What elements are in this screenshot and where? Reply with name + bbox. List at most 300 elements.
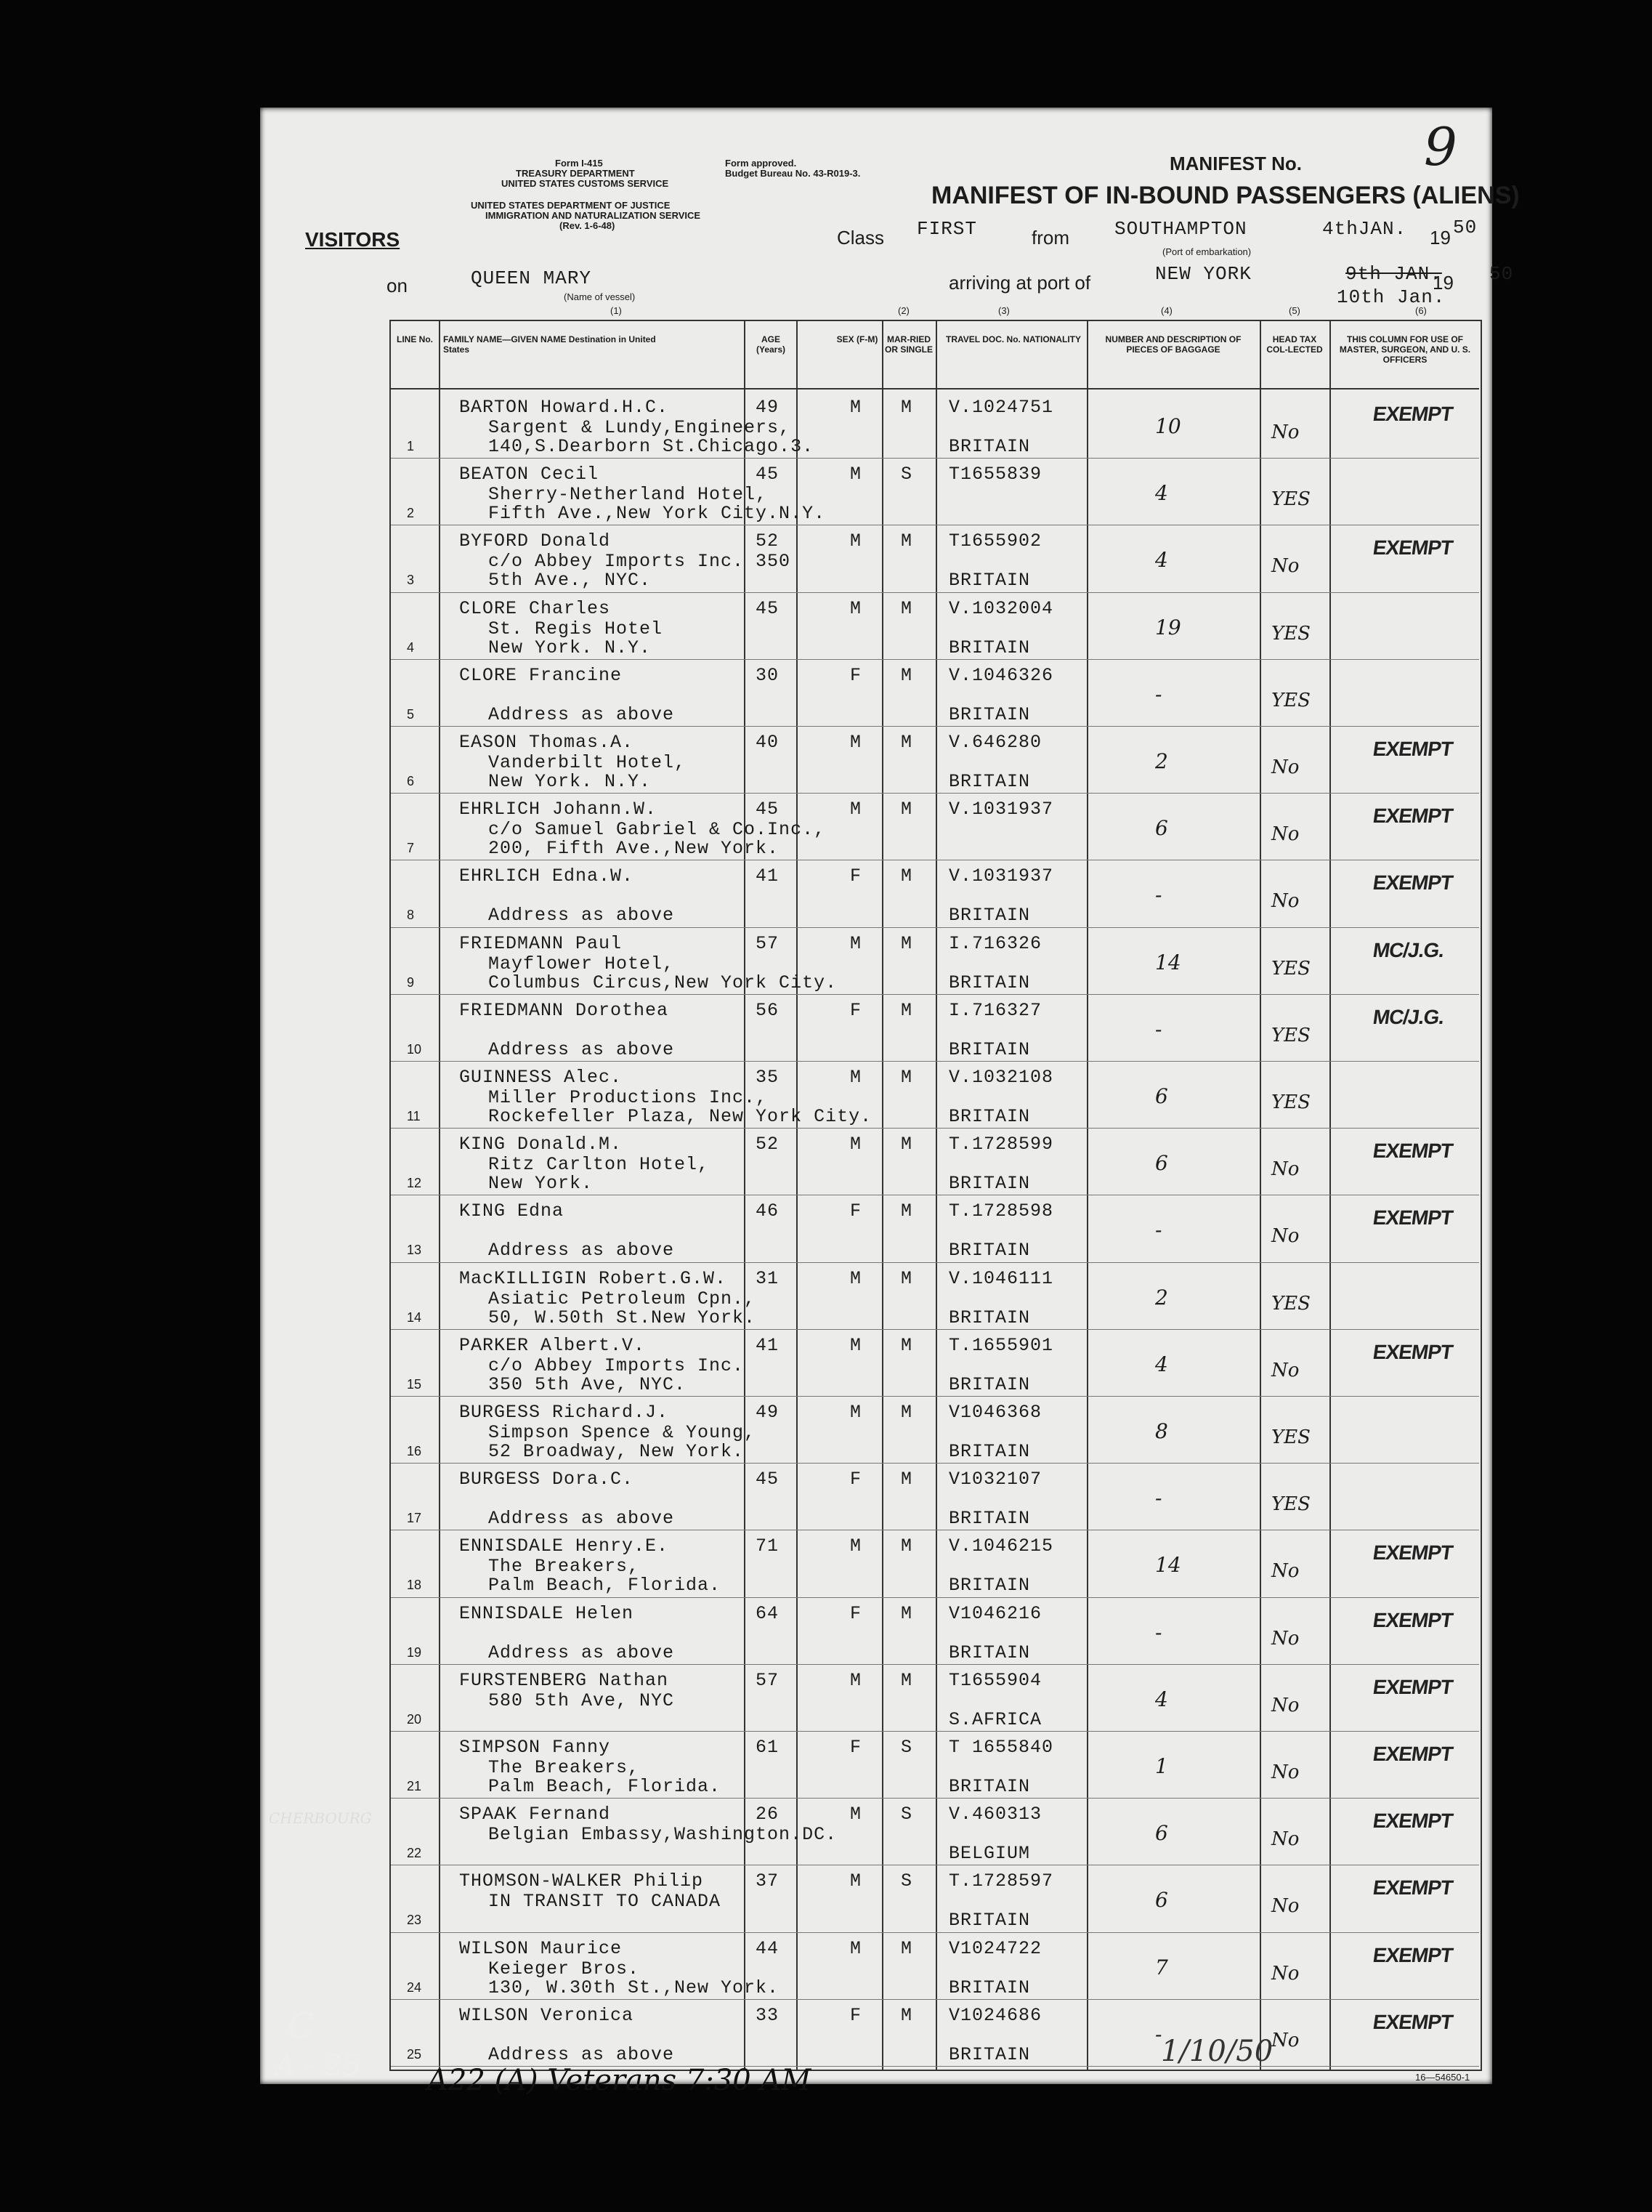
line-number: 17 (407, 1511, 422, 1526)
officer-stamp: EXEMPT (1371, 403, 1454, 425)
year-value-1: 50 (1453, 217, 1478, 238)
marital-status: M (901, 2004, 913, 2026)
on-label: on (386, 275, 408, 296)
address-line-1: Miller Productions Inc., (488, 1087, 768, 1108)
head-tax: YES (1271, 957, 1311, 980)
address-line-1: Vanderbilt Hotel, (488, 752, 687, 773)
line-number: 8 (407, 908, 415, 923)
address-line-2: Address as above (488, 2043, 675, 2065)
head-tax: No (1271, 1359, 1300, 1381)
row-rule (391, 726, 1479, 727)
head-tax: YES (1271, 689, 1311, 711)
address-line-2: Address as above (488, 1038, 675, 1060)
row-rule (391, 458, 1479, 459)
nationality: BRITAIN (949, 570, 1031, 592)
travel-doc: V1024722 (949, 1937, 1042, 1959)
marital-status: M (901, 1067, 913, 1088)
arriving-port: NEW YORK (1155, 263, 1252, 285)
age: 71 (756, 1535, 780, 1557)
baggage-count: 6 (1155, 1151, 1168, 1176)
marital-status: M (901, 865, 913, 887)
line-number: 24 (407, 1979, 422, 1995)
head-tax: YES (1271, 1493, 1311, 1516)
col-num-3: (3) (998, 305, 1010, 316)
year-prefix-2: 19 (1433, 272, 1454, 294)
address-line-1: c/o Abbey Imports Inc. (488, 1355, 745, 1376)
nationality: BRITAIN (949, 436, 1031, 457)
col-num-1: (1) (610, 305, 622, 316)
sex: M (850, 1870, 862, 1892)
age: 41 (756, 865, 780, 887)
line-number: 2 (407, 506, 415, 521)
age: 30 (756, 664, 780, 686)
age: 52 (756, 1134, 780, 1155)
marital-status: M (901, 1937, 913, 1959)
travel-doc: V.1031937 (949, 799, 1054, 820)
head-tax: No (1271, 1962, 1300, 1985)
sex: M (850, 1134, 862, 1155)
line-number: 12 (407, 1176, 422, 1191)
travel-doc: T.1728598 (949, 1200, 1054, 1222)
bottom-note: A22 (A) Veterans 7:30 AM (427, 2064, 811, 2097)
nationality: BRITAIN (949, 972, 1031, 993)
officer-stamp: EXEMPT (1371, 1206, 1454, 1230)
nationality: BRITAIN (949, 1373, 1031, 1395)
sex: M (850, 799, 862, 820)
sex: M (850, 597, 862, 619)
col-sex: SEX (F-M) (836, 334, 878, 344)
age: 45 (756, 464, 780, 485)
address-line-2: Address as above (488, 703, 675, 725)
sex: F (850, 1469, 862, 1490)
passenger-name: KING Edna (459, 1200, 564, 1222)
line-number: 6 (407, 774, 415, 788)
baggage-count: - (1155, 883, 1162, 908)
address-line-2: New York. (488, 1173, 594, 1195)
sex: M (850, 1535, 862, 1557)
nationality: BRITAIN (949, 1038, 1031, 1060)
visitors-label: VISITORS (305, 228, 400, 251)
address-line-2: New York. N.Y. (488, 771, 652, 792)
address-line-2: 140,S.Dearborn St.Chicago.3. (488, 436, 814, 457)
col-name: FAMILY NAME—GIVEN NAME Destination in United States (443, 334, 656, 355)
nationality: BRITAIN (949, 703, 1031, 725)
baggage-count: - (1155, 1017, 1162, 1041)
age: 49 (756, 397, 780, 418)
travel-doc: V.1031937 (949, 865, 1054, 887)
nationality: BRITAIN (949, 1575, 1031, 1597)
row-rule (391, 1128, 1479, 1129)
address-line-1: The Breakers, (488, 1556, 640, 1578)
travel-doc: I.716327 (949, 999, 1042, 1021)
age: 35 (756, 1067, 780, 1088)
baggage-count: 14 (1155, 950, 1181, 974)
age: 41 (756, 1334, 780, 1356)
address-line-1: Belgian Embassy,Washington.DC. (488, 1824, 838, 1846)
travel-doc: T.1655901 (949, 1334, 1054, 1356)
row-rule (391, 1396, 1479, 1397)
baggage-count: 19 (1155, 615, 1181, 639)
marital-status: M (901, 1402, 913, 1423)
passenger-name: EHRLICH Johann.W. (459, 799, 657, 820)
marital-status: S (901, 1804, 913, 1825)
line-number: 25 (407, 2046, 422, 2062)
head-tax: No (1271, 1560, 1300, 1583)
nationality: BRITAIN (949, 1173, 1031, 1195)
col-tax: HEAD TAX COL-LECTED (1266, 334, 1323, 355)
marital-status: S (901, 1737, 913, 1758)
marital-status: M (901, 999, 913, 1021)
arrival-date-struck: 9th JAN. (1345, 263, 1442, 285)
travel-doc: V.460313 (949, 1804, 1042, 1825)
officer-stamp: EXEMPT (1371, 804, 1454, 828)
address-line-1: 580 5th Ave, NYC (488, 1690, 675, 1711)
address-line-2: Palm Beach, Florida. (488, 1575, 721, 1597)
passenger-name: BURGESS Richard.J. (459, 1402, 669, 1423)
address-line-2: Fifth Ave.,New York City.N.Y. (488, 503, 826, 525)
travel-doc: T1655839 (949, 464, 1042, 485)
baggage-count: 4 (1155, 1352, 1168, 1376)
passenger-name: MacKILLIGIN Robert.G.W. (459, 1267, 727, 1289)
sex: M (850, 732, 862, 753)
signature-date: 1/10/50 (1161, 2035, 1274, 2068)
head-tax: YES (1271, 1091, 1311, 1113)
marital-status: M (901, 664, 913, 686)
class-label: Class (837, 227, 885, 249)
baggage-count: - (1155, 2022, 1162, 2046)
head-tax: No (1271, 1895, 1300, 1918)
manifest-no-label: MANIFEST No. (1170, 153, 1302, 174)
marital-status: M (901, 1602, 913, 1624)
travel-doc: V1046368 (949, 1402, 1042, 1423)
baggage-count: 14 (1155, 1553, 1181, 1578)
age: 40 (756, 732, 780, 753)
nationality: BELGIUM (949, 1843, 1031, 1865)
address-line-1: Ritz Carlton Hotel, (488, 1154, 710, 1176)
passenger-name: BEATON Cecil (459, 464, 599, 485)
travel-doc: V.1046111 (949, 1267, 1054, 1289)
passenger-name: EHRLICH Edna.W. (459, 865, 634, 887)
sex: M (850, 1402, 862, 1423)
head-tax: YES (1271, 488, 1311, 511)
travel-doc: V.1032004 (949, 597, 1054, 619)
passenger-name: ENNISDALE Henry.E. (459, 1535, 669, 1557)
sex: M (850, 1937, 862, 1959)
line-number: 18 (407, 1578, 422, 1593)
col-married: MAR-RIED OR SINGLE (885, 334, 934, 355)
baggage-count: 6 (1155, 816, 1168, 841)
address-line-1: c/o Samuel Gabriel & Co.Inc., (488, 819, 826, 841)
nationality: BRITAIN (949, 1106, 1031, 1127)
officer-stamp: EXEMPT (1371, 1340, 1454, 1363)
address-line-2: Rockefeller Plaza, New York City. (488, 1106, 872, 1127)
baggage-count: - (1155, 682, 1162, 706)
age: 31 (756, 1267, 780, 1289)
sex: M (850, 1669, 862, 1691)
line-number: 15 (407, 1376, 422, 1392)
address-line-1: The Breakers, (488, 1757, 640, 1778)
margin-a25: A - 25 (275, 2049, 361, 2083)
passenger-name: WILSON Maurice (459, 1937, 623, 1959)
head-tax: No (1271, 756, 1300, 778)
manifest-no-value: 9 (1424, 116, 1457, 177)
budget-bureau: Budget Bureau No. 43-R019-3. (725, 168, 861, 179)
year-value-2: 50 (1489, 263, 1514, 285)
year-prefix-1: 19 (1430, 227, 1451, 249)
nationality: S.AFRICA (949, 1708, 1042, 1730)
row-rule (391, 927, 1479, 928)
marital-status: M (901, 1535, 913, 1557)
row-rule (391, 1932, 1479, 1933)
travel-doc: T1655904 (949, 1669, 1042, 1691)
passenger-name: KING Donald.M. (459, 1134, 623, 1155)
passenger-name: ENNISDALE Helen (459, 1602, 634, 1624)
arrival-date: 10th Jan. (1337, 286, 1446, 308)
from-label: from (1032, 227, 1069, 249)
passenger-name: BURGESS Dora.C. (459, 1469, 634, 1490)
manifest-title: MANIFEST OF IN-BOUND PASSENGERS (ALIENS) (931, 182, 1520, 209)
col-baggage: NUMBER AND DESCRIPTION OF PIECES OF BAGGAGE (1105, 334, 1242, 355)
nationality: BRITAIN (949, 637, 1031, 658)
age: 49 (756, 1402, 780, 1423)
form-number: Form I-415 (555, 158, 603, 169)
address-line-2: 50, W.50th St.New York. (488, 1307, 756, 1328)
nationality: BRITAIN (949, 1776, 1031, 1797)
address-line-2: 52 Broadway, New York. (488, 1441, 745, 1462)
travel-doc: V.1024751 (949, 397, 1054, 418)
ins-service: IMMIGRATION AND NATURALIZATION SERVICE (485, 210, 701, 221)
row-rule (391, 1061, 1479, 1062)
baggage-count: 2 (1155, 749, 1168, 773)
address-line-1: St. Regis Hotel (488, 618, 663, 639)
marital-status: M (901, 799, 913, 820)
travel-doc: V1032107 (949, 1469, 1042, 1490)
col-officers: THIS COLUMN FOR USE OF MASTER, SURGEON, AND U. S. OFFICERS (1339, 334, 1471, 365)
customs-service: UNITED STATES CUSTOMS SERVICE (501, 178, 669, 189)
address-line-2: 200, Fifth Ave.,New York. (488, 838, 780, 860)
line-number: 19 (407, 1644, 422, 1660)
passenger-name: BARTON Howard.H.C. (459, 397, 669, 418)
marital-status: S (901, 1870, 913, 1892)
head-tax: No (1271, 1225, 1300, 1248)
address-line-1: Keieger Bros. (488, 1958, 640, 1979)
col-age: AGE (Years) (756, 334, 786, 355)
age: 44 (756, 1937, 780, 1959)
line-number: 23 (407, 1913, 422, 1928)
row-rule (391, 1999, 1479, 2000)
nationality: BRITAIN (949, 1977, 1031, 1998)
line-number: 21 (407, 1779, 422, 1793)
travel-doc: I.716326 (949, 932, 1042, 954)
baggage-count: - (1155, 1486, 1162, 1511)
line-number: 5 (407, 706, 415, 722)
officer-stamp: EXEMPT (1371, 738, 1454, 760)
travel-doc: V.646280 (949, 732, 1042, 753)
travel-doc: T.1728597 (949, 1870, 1054, 1892)
travel-doc: T1655902 (949, 530, 1042, 552)
travel-doc: V.1046326 (949, 664, 1054, 686)
head-tax: No (1271, 1627, 1300, 1650)
head-tax: YES (1271, 1024, 1311, 1046)
row-rule (391, 1731, 1479, 1732)
baggage-count: 6 (1155, 1084, 1168, 1108)
footer-code: 16—54650-1 (1415, 2072, 1470, 2083)
travel-doc: T.1728599 (949, 1134, 1054, 1155)
marital-status: M (901, 597, 913, 619)
baggage-count: 8 (1155, 1419, 1168, 1443)
margin-c: C (288, 2006, 315, 2046)
address-line-1: Asiatic Petroleum Cpn., (488, 1288, 756, 1309)
age: 46 (756, 1200, 780, 1222)
treasury-dept: TREASURY DEPARTMENT (516, 168, 635, 179)
row-rule (391, 1463, 1479, 1464)
row-rule (391, 1664, 1479, 1665)
head-tax: No (1271, 421, 1300, 443)
officer-stamp: MC/J.G. (1371, 1005, 1446, 1028)
officer-stamp: EXEMPT (1371, 1809, 1454, 1833)
sex: M (850, 1067, 862, 1088)
line-number: 14 (407, 1309, 422, 1325)
passenger-name: CLORE Francine (459, 664, 623, 686)
baggage-count: - (1155, 1218, 1162, 1243)
head-tax: No (1271, 555, 1300, 578)
address-line-2: Address as above (488, 905, 675, 927)
age: 64 (756, 1602, 780, 1624)
marital-status: M (901, 530, 913, 552)
travel-doc: V1024686 (949, 2004, 1042, 2026)
head-tax: No (1271, 890, 1300, 913)
officer-stamp: EXEMPT (1371, 1608, 1454, 1631)
address-line-2: 5th Ave., NYC. (488, 570, 652, 592)
travel-doc: V.1046215 (949, 1535, 1054, 1557)
row-rule (391, 1798, 1479, 1799)
sex: M (850, 397, 862, 418)
marital-status: M (901, 1200, 913, 1222)
nationality: BRITAIN (949, 1508, 1031, 1530)
age: 61 (756, 1737, 780, 1758)
address-line-1: Sherry-Netherland Hotel, (488, 484, 768, 506)
address-line-2: Address as above (488, 1642, 675, 1663)
officer-stamp: EXEMPT (1371, 536, 1454, 560)
baggage-count: 4 (1155, 481, 1168, 506)
sex: F (850, 1602, 862, 1624)
line-number: 10 (407, 1041, 422, 1057)
address-line-2: 130, W.30th St.,New York. (488, 1977, 780, 1998)
sex: F (850, 865, 862, 887)
age: 57 (756, 932, 780, 954)
officer-stamp: EXEMPT (1371, 871, 1454, 895)
marital-status: M (901, 1267, 913, 1289)
address-line-2: Columbus Circus,New York City. (488, 972, 838, 993)
marital-status: M (901, 732, 913, 753)
officer-stamp: EXEMPT (1371, 1675, 1454, 1698)
sex: M (850, 530, 862, 552)
passenger-name: THOMSON-WALKER Philip (459, 1870, 704, 1892)
nationality: BRITAIN (949, 1910, 1031, 1932)
marital-status: M (901, 397, 913, 418)
passenger-name: SIMPSON Fanny (459, 1737, 611, 1758)
nationality: BRITAIN (949, 771, 1031, 792)
sex: F (850, 664, 862, 686)
age: 52 (756, 530, 780, 552)
vessel-caption: (Name of vessel) (564, 291, 636, 302)
baggage-count: 10 (1155, 414, 1181, 438)
age: 45 (756, 1469, 780, 1490)
passenger-name: FRIEDMANN Dorothea (459, 999, 669, 1021)
marital-status: M (901, 1669, 913, 1691)
sex: M (850, 1334, 862, 1356)
head-tax: No (1271, 1694, 1300, 1716)
marital-status: S (901, 464, 913, 485)
passenger-name: GUINNESS Alec. (459, 1067, 623, 1088)
baggage-count: - (1155, 1620, 1162, 1644)
vessel-name: QUEEN MARY (471, 267, 592, 289)
line-number: 22 (407, 1846, 422, 1861)
address-line-1: Sargent & Lundy,Engineers, (488, 417, 791, 438)
sex: M (850, 1267, 862, 1289)
officer-stamp: EXEMPT (1371, 2010, 1454, 2033)
nationality: BRITAIN (949, 2043, 1031, 2065)
address-line-2: New York. N.Y. (488, 637, 652, 658)
officer-stamp: EXEMPT (1371, 1541, 1454, 1565)
col-num-6: (6) (1415, 305, 1427, 316)
head-tax: No (1271, 1761, 1300, 1783)
passenger-name: WILSON Veronica (459, 2004, 634, 2026)
row-rule (391, 1262, 1479, 1263)
row-rule (391, 1329, 1479, 1330)
passenger-name: PARKER Albert.V. (459, 1334, 646, 1356)
marital-status: M (901, 932, 913, 954)
age: 45 (756, 799, 780, 820)
sex: F (850, 2004, 862, 2026)
passenger-name: FURSTENBERG Nathan (459, 1669, 669, 1691)
officer-stamp: EXEMPT (1371, 1743, 1454, 1765)
travel-doc: V.1032108 (949, 1067, 1054, 1088)
nationality: BRITAIN (949, 1307, 1031, 1328)
row-rule (391, 1597, 1479, 1598)
age: 57 (756, 1669, 780, 1691)
sex: M (850, 1804, 862, 1825)
line-number: 7 (407, 841, 415, 856)
form-approved: Form approved. (725, 158, 797, 169)
travel-doc: T 1655840 (949, 1737, 1054, 1758)
line-number: 20 (407, 1711, 422, 1727)
head-tax: YES (1271, 1426, 1311, 1448)
head-tax: No (1271, 1828, 1300, 1851)
passenger-name: BYFORD Donald (459, 530, 611, 552)
sex: F (850, 999, 862, 1021)
sex: F (850, 1737, 862, 1758)
marital-status: M (901, 1469, 913, 1490)
class-value: FIRST (917, 218, 978, 240)
baggage-count: 1 (1155, 1754, 1168, 1778)
marital-status: M (901, 1334, 913, 1356)
marital-status: M (901, 1134, 913, 1155)
nationality: BRITAIN (949, 1441, 1031, 1462)
passenger-name: CLORE Charles (459, 597, 611, 619)
row-rule (391, 592, 1479, 593)
col-num-4: (4) (1161, 305, 1173, 316)
head-tax: No (1271, 823, 1300, 846)
passenger-name: EASON Thomas.A. (459, 732, 634, 753)
age: 33 (756, 2004, 780, 2026)
baggage-count: 2 (1155, 1285, 1168, 1309)
address-line-1: Simpson Spence & Young, (488, 1422, 756, 1443)
officer-stamp: EXEMPT (1371, 1943, 1454, 1966)
nationality: BRITAIN (949, 1240, 1031, 1262)
col-num-2: (2) (898, 305, 910, 316)
baggage-count: 4 (1155, 548, 1168, 573)
